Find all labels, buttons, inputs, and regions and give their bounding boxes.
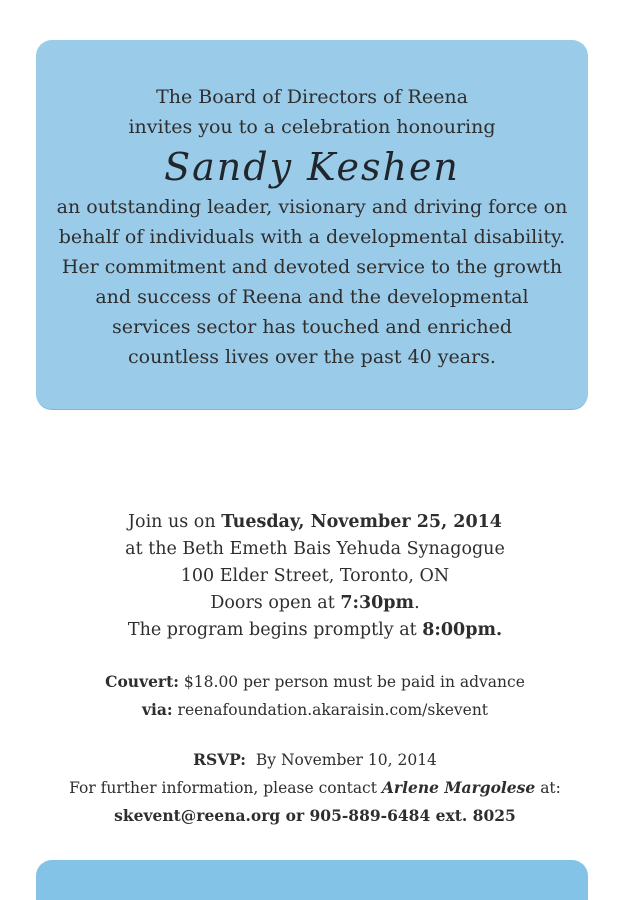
via-line	[0, 696, 630, 724]
hero-intro-line-2: invites you to a celebration honouring	[128, 116, 496, 138]
rsvp-date: By November 10, 2014	[246, 751, 437, 769]
footer-panel	[36, 860, 588, 900]
contact-name: Arlene Margolese	[381, 778, 536, 797]
hero-body-line-6: countless lives over the past 40 years.	[128, 346, 496, 368]
join-line	[0, 509, 630, 536]
hero-body-line-5: services sector has touched and enriched	[111, 316, 513, 338]
couvert-line	[0, 668, 630, 696]
join-prefix: Join us on	[128, 512, 222, 532]
via-url: reenafoundation.akaraisin.com/skevent	[172, 701, 489, 719]
honoree-name: Sandy Keshen	[164, 145, 460, 189]
contact-line	[0, 774, 630, 802]
hero-panel	[36, 40, 588, 410]
spacer	[0, 644, 630, 668]
rsvp-label: RSVP:	[193, 750, 247, 769]
event-details	[0, 509, 630, 829]
hero-intro-line-1: The Board of Directors of Reena	[156, 86, 468, 108]
hero-body-line-2: behalf of individuals with a developmental disability.	[58, 226, 566, 248]
via-label: via:	[141, 700, 173, 719]
program-line	[0, 617, 630, 644]
program-time: 8:00pm.	[422, 620, 503, 640]
contact-suffix: at:	[535, 779, 561, 797]
venue-line: at the Beth Emeth Bais Yehuda Synagogue	[125, 539, 505, 559]
contact-prefix: For further information, please contact	[69, 779, 382, 797]
hero-body-line-1: an outstanding leader, visionary and driving force on	[56, 196, 568, 218]
rsvp-line	[0, 746, 630, 774]
contact-info-line: skevent@reena.org or 905-889-6484 ext. 8025	[114, 806, 516, 825]
doors-suffix: .	[414, 593, 420, 613]
hero-body-line-4: and success of Reena and the developmental	[95, 286, 529, 308]
couvert-text: $18.00 per person must be paid in advance	[179, 673, 525, 691]
couvert-label: Couvert:	[105, 672, 179, 691]
hero-body-line-3: Her commitment and devoted service to the growth	[61, 256, 563, 278]
program-prefix: The program begins promptly at	[127, 620, 423, 640]
spacer	[0, 724, 630, 746]
doors-line	[0, 590, 630, 617]
doors-time: 7:30pm	[340, 593, 415, 613]
address-line: 100 Elder Street, Toronto, ON	[180, 566, 450, 586]
doors-prefix: Doors open at	[210, 593, 341, 613]
event-date: Tuesday, November 25, 2014	[221, 512, 502, 532]
